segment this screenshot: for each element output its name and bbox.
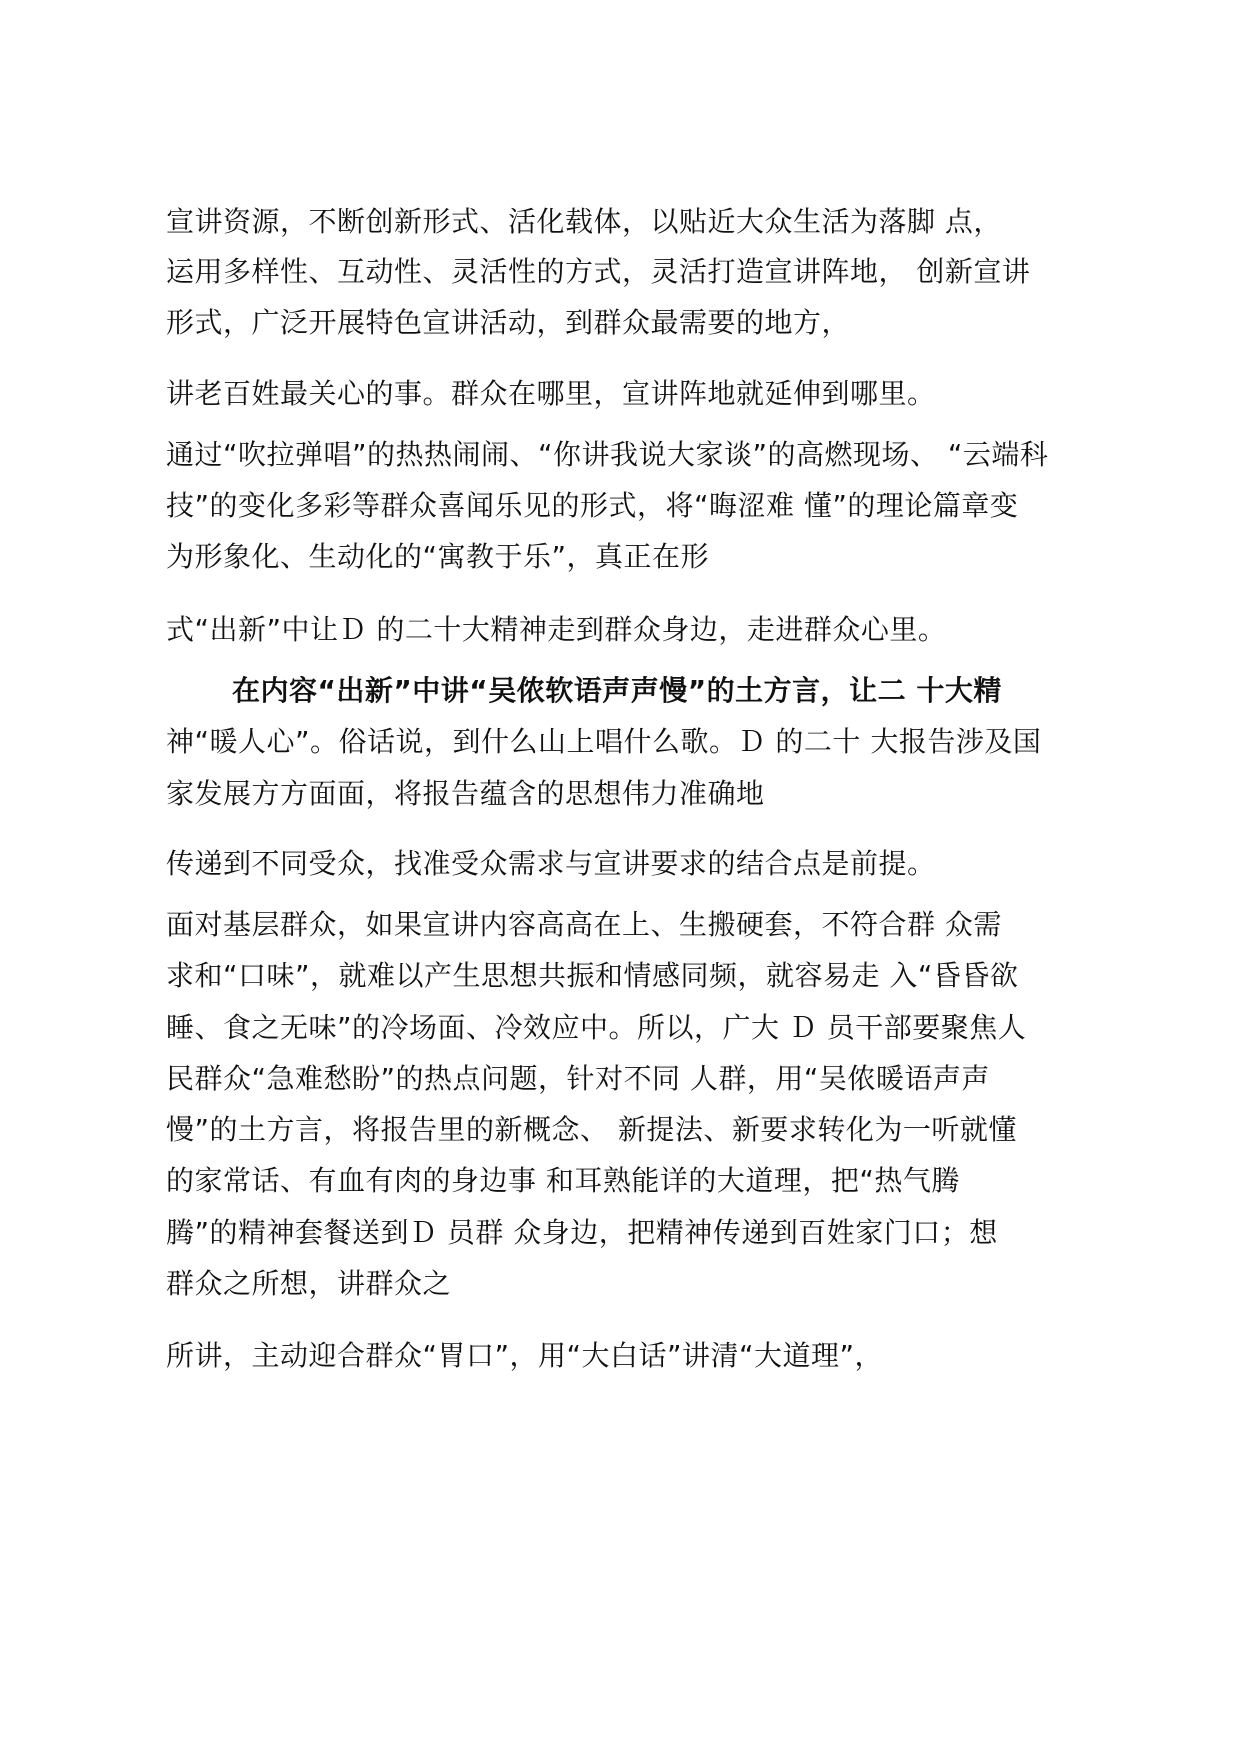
text-line: 民群众“急难愁盼”的热点问题，针对不同 人群，用“吴侬暖语声声: [166, 1062, 990, 1095]
text-line: 慢”的土方言，将报告里的新概念、 新提法、新要求转化为一听就懂: [166, 1113, 1017, 1146]
text-line: 面对基层群众，如果宣讲内容高高在上、生搬硬套，不符合群 众需: [166, 908, 1002, 941]
text-line: 讲老百姓最关心的事。群众在哪里，宣讲阵地就延伸到哪里。: [166, 377, 936, 410]
text-line: 群众之所想，讲群众之: [166, 1267, 452, 1300]
text-line: 为形象化、生动化的“寓教于乐”，真正在形: [166, 540, 710, 573]
text-line: 宣讲资源，不断创新形式、活化载体，以贴近大众生活为落脚 点，: [166, 205, 1002, 238]
text-line: 求和“口味”，就难以产生思想共振和情感同频，就容易走 入“昏昏欲: [166, 959, 1019, 992]
text-line: 形式，广泛开展特色宣讲活动，到群众最需要的地方，: [166, 306, 851, 339]
text-line: 技”的变化多彩等群众喜闻乐见的形式，将“晦涩难 懂”的理论篇章变: [166, 489, 1019, 522]
text-line: 家发展方方面面，将报告蕴含的思想伟力准确地: [166, 777, 765, 810]
text-line: 传递到不同受众，找准受众需求与宣讲要求的结合点是前提。: [166, 847, 936, 880]
text-line: 腾”的精神套餐送到Ｄ 员群 众身边，把精神传递到百姓家门口；想: [166, 1216, 998, 1249]
text-line: 睡、食之无味”的冷场面、冷效应中。所以，广大 Ｄ 员干部要聚焦人: [166, 1011, 1027, 1044]
text-line: 所讲，主动迎合群众“胃口”，用“大白话”讲清“大道理”，: [166, 1339, 884, 1372]
text-line: 运用多样性、互动性、灵活性的方式，灵活打造宣讲阵地， 创新宣讲: [166, 255, 1031, 288]
text-line: 通过“吹拉弹唱”的热热闹闹、“你讲我说大家谈”的高燃现场、 “云端科: [166, 438, 1049, 471]
text-line: 式“出新”中让Ｄ 的二十大精神走到群众身边，走进群众心里。: [166, 613, 947, 646]
text-line: 的家常话、有血有肉的身边事 和耳熟能详的大道理，把“热气腾: [166, 1164, 960, 1197]
text-line: 神“暖人心”。俗话说，到什么山上唱什么歌。Ｄ 的二十 大报告涉及国: [166, 725, 1042, 758]
paragraph-heading-line: 在内容“出新”中讲“吴侬软语声声慢”的土方言，让二 十大精: [232, 674, 1002, 707]
